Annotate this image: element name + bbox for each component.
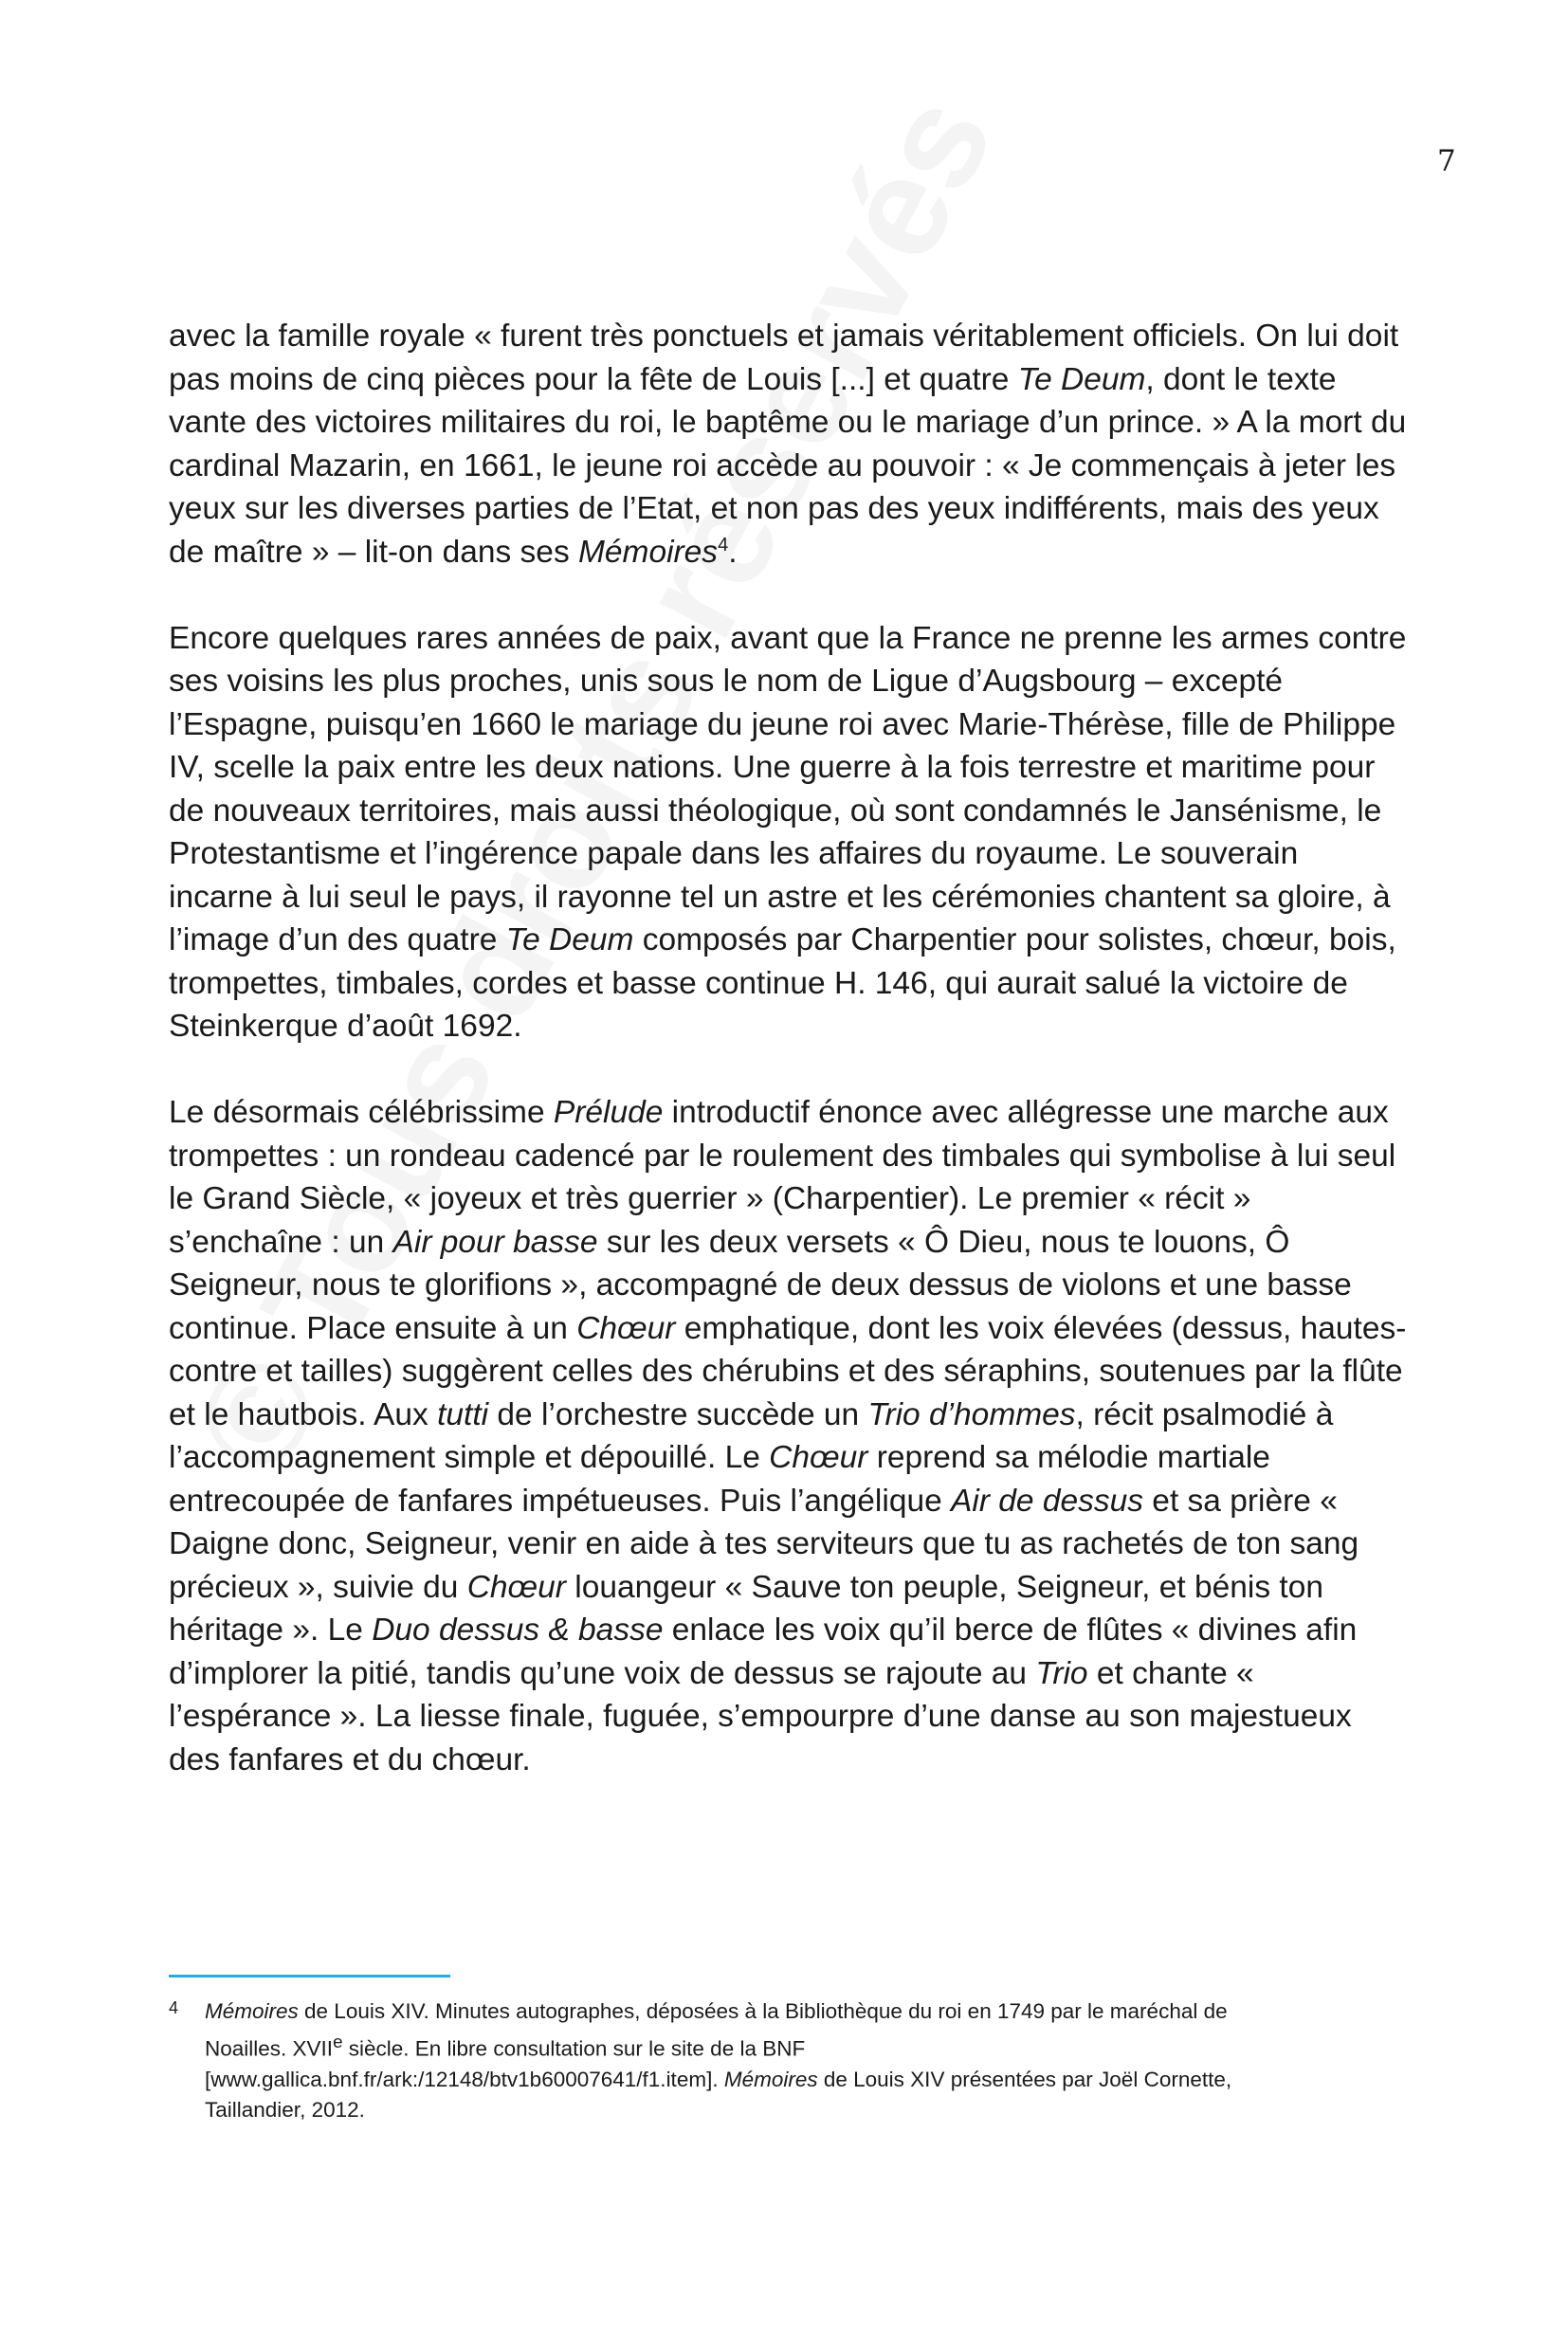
italic-text: Mémoires — [205, 1999, 299, 2023]
text-run: enlace les voix qu’il berce de flûtes « divines afin d’implorer la pitié, tandis qu’une voix de dessus se rajoute au — [169, 1613, 1358, 1691]
text-run: composés par Charpentier pour solistes, chœur, bois, trompettes, timbales, cordes et basse continue H. 146, qui aurait salué la victoire de Steinkerque d’août 1692. — [169, 922, 1396, 1044]
text-run: , récit psalmodié à l’accompagnement simple et dépouillé. Le — [169, 1396, 1334, 1475]
text-run: et sa prière « Daigne donc, Seigneur, venir en aide à tes serviteurs que tu as rachetés de ton sang précieux », suivie du — [169, 1483, 1359, 1605]
italic-text: Mémoires — [723, 2067, 818, 2091]
italic-text: Chœur — [769, 1440, 868, 1475]
italic-text: Air pour basse — [392, 1224, 598, 1260]
paragraph — [169, 1091, 1411, 1781]
text-run: sur les deux versets « Ô Dieu, nous te louons, Ô Seigneur, nous te glorifions », accompagné de deux dessus de violons et une basse continue. Place ensuite à un — [169, 1224, 1352, 1346]
text-run: louangeur « Sauve ton peuple, Seigneur, et bénis ton héritage ». Le — [169, 1569, 1323, 1648]
text-run: siècle. En libre consultation sur le site de la BNF [www.gallica.bnf.fr/ark:/12148/btv1b60007641/f1.item]. — [205, 2036, 806, 2091]
paragraph — [169, 315, 1411, 574]
page-number: 7 — [1437, 144, 1456, 178]
italic-text: Trio d’hommes — [867, 1396, 1076, 1432]
text-run: emphatique, dont les voix élevées (dessus, hautes-contre et tailles) suggèrent celles des chérubins et des séraphins, soutenues par la flûte et le hautbois. Aux — [169, 1310, 1407, 1432]
italic-text: Trio — [1035, 1655, 1088, 1691]
text-run: Le désormais célébrissime — [169, 1095, 554, 1130]
text-run: et chante « l’espérance ». La liesse finale, fuguée, s’empourpre d’une danse au son majestueux des fanfares et du chœur. — [169, 1655, 1352, 1777]
italic-text: Te Deum — [1017, 361, 1146, 397]
text-run: de l’orchestre succède un — [488, 1396, 868, 1432]
italic-text: Air de dessus — [951, 1483, 1143, 1519]
italic-text: Chœur — [466, 1569, 566, 1605]
text-run: introductif énonce avec allégresse une marche aux trompettes : un rondeau cadencé par le roulement des timbales qui symbolise à lui seul le Grand Siècle, « joyeux et très guerrier » (Charpentier). Le premier « récit » s’enchaîne : un — [169, 1095, 1396, 1260]
text-run: de Louis XIV. Minutes autographes, déposées à la Bibliothèque du roi en 1749 par le maréchal de Noailles. XVII — [205, 1999, 1228, 2061]
italic-text: Duo dessus & basse — [372, 1613, 664, 1648]
footnote-reference: 4 — [718, 534, 729, 556]
footnote-text — [205, 1996, 1306, 2125]
footnote-separator — [169, 1975, 450, 1977]
italic-text: Chœur — [576, 1310, 676, 1346]
text-run: , dont le texte vante des victoires militaires du roi, le baptême ou le mariage d’un prince. » A la mort du cardinal Mazarin, en 1661, le jeune roi accède au pouvoir : « Je commençais à jeter les yeux sur les diverses parties de l’Etat, et non pas des yeux indifférents, mais des yeux de maître » – lit-on dans ses — [169, 361, 1407, 570]
italic-text: Mémoires — [578, 534, 719, 570]
text-run: Encore quelques rares années de paix, avant que la France ne prenne les armes contre ses voisins les plus proches, unis sous le nom de Ligue d’Augsbourg – excepté l’Espagne, puisqu’en 1660 le mariage du jeune roi avec Marie-Thérèse, fille de Philippe IV, scelle la paix entre les deux nations. Une guerre à la fois terrestre et maritime pour de nouveaux territoires, mais aussi théologique, où sont condamnés le Jansénisme, le Protestantisme et l’ingérence papale dans les affaires du royaume. Le souverain incarne à lui seul le pays, il rayonne tel un astre et les cérémonies chantent sa gloire, à l’image d’un des quatre — [169, 620, 1407, 957]
paragraph — [169, 617, 1411, 1048]
italic-text: tutti — [437, 1396, 489, 1432]
italic-text: Te Deum — [505, 922, 634, 957]
footnote-number: 4 — [169, 1998, 179, 2017]
text-run: avec la famille royale « furent très ponctuels et jamais véritablement officiels. On lui doit pas moins de cinq pièces pour la fête de Louis [...] et quatre — [169, 319, 1399, 397]
body-text — [169, 315, 1411, 1781]
footnote — [169, 1996, 1306, 2125]
text-run: reprend sa mélodie martiale entrecoupée de fanfares impétueuses. Puis l’angélique — [169, 1440, 1270, 1519]
superscript-text: e — [333, 2032, 343, 2051]
text-run: . — [728, 534, 738, 570]
text-run: de Louis XIV présentées par Joël Cornette, Taillandier, 2012. — [205, 2067, 1232, 2122]
italic-text: Prélude — [553, 1095, 664, 1130]
